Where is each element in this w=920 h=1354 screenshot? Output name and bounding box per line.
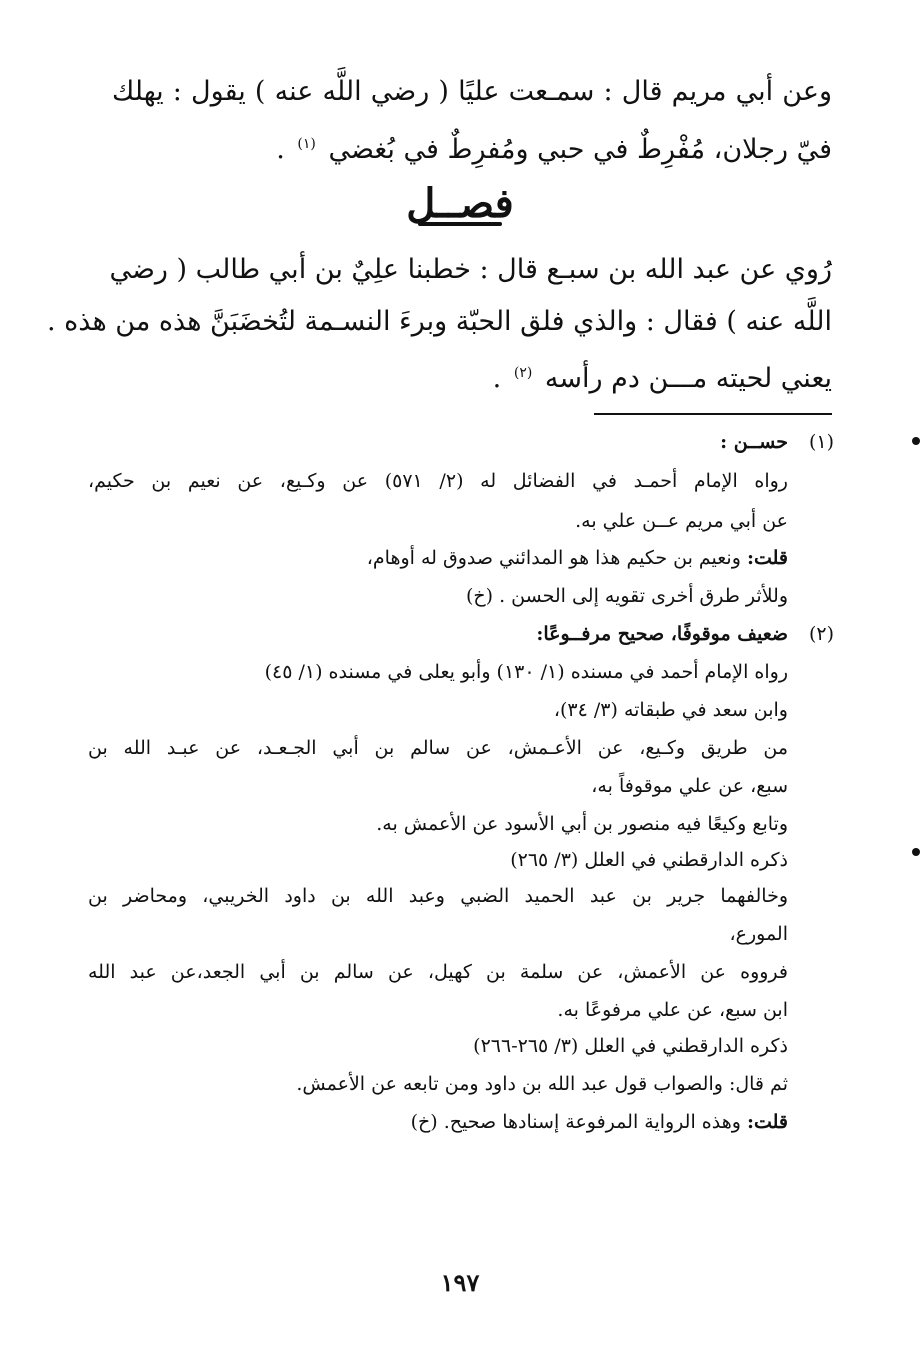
para2-line3	[112, 355, 832, 397]
footnote-2-line10: ابن سبع، عن علي مرفوعًا به.	[557, 999, 788, 1021]
footnote-1-grade: حســن :	[720, 431, 788, 453]
footnote-2-number: (٢)	[808, 623, 834, 645]
footnote-2-line4: سبع، عن علي موقوفاً به،	[591, 775, 788, 797]
section-heading	[0, 180, 920, 226]
para2-line1: رُوي عن عبد الله بن سبـع قال : خطبنا علِيٌ بن أبي طالب ( رضي	[109, 254, 832, 285]
para1-line2	[112, 126, 832, 168]
footnote-2-line12: ثم قال: والصواب قول عبد الله بن داود ومن تابعه عن الأعمش.	[296, 1073, 788, 1095]
footnote-2-line8: المورع،	[729, 923, 788, 945]
footnote-2-line5: وتابع وكيعًا فيه منصور بن أبي الأسود عن الأعمش به.	[376, 813, 788, 835]
footnote-2-line2: وابن سعد في طبقاته (٣/ ٣٤)،	[553, 699, 788, 721]
para1-line2-text: فيّ رجلان، مُفْرِطٌ في حبي ومُفرِطٌ في بُغضي	[328, 134, 832, 165]
footnote-2-line13-text: وهذه الرواية المرفوعة إسنادها صحيح. (خ)	[410, 1111, 741, 1133]
para1-line1: وعن أبي مريم قال : سمـعت عليًا ( رضي اللَّه عنه ) يقول : يهلك	[112, 76, 832, 107]
page-number: ١٩٧	[440, 1268, 480, 1297]
footnote-2-grade: ضعيف موقوفًا، صحيح مرفــوعًا:	[536, 623, 788, 645]
footnote-2-line13	[88, 1108, 788, 1136]
qult-label-2: قلت:	[746, 1111, 788, 1133]
footnote-2-line7: وخالفهما جرير بن عبد الحميد الضبي وعبد الله بن داود الخريبي، ومحاضر بن	[88, 885, 788, 907]
footnote-2-line1: رواه الإمام أحمد في مسنده (١/ ١٣٠) وأبو يعلى في مسنده (١/ ٤٥)	[264, 661, 788, 683]
footnote-1-line3-text: ونعيم بن حكيم هذا هو المدائني صدوق له أوهام،	[366, 547, 741, 569]
para2-line3-text: يعني لحيته مـــن دم رأسه	[544, 363, 832, 394]
footnote-1-line4: وللأثر طرق أخرى تقويه إلى الحسن . (خ)	[465, 585, 788, 607]
footnote-divider	[594, 413, 832, 415]
footnote-2-line9: فرووه عن الأعمش، عن سلمة بن كهيل، عن سالم بن أبي الجعد،عن عبد الله	[88, 961, 788, 983]
qult-label-1: قلت:	[746, 547, 788, 569]
footnote-2-line6: ذكره الدارقطني في العلل (٣/ ٢٦٥)	[510, 849, 788, 871]
footnote-1-line1: رواه الإمام أحمـد في الفضائل له (٢/ ٥٧١) عن وكـيع، عن نعيم بن حكيم،	[88, 470, 788, 492]
para1-end-mark: .	[276, 134, 285, 165]
footnote-ref-2: (٢)	[513, 365, 533, 381]
margin-mark-bottom	[912, 848, 920, 856]
margin-mark-top	[912, 437, 920, 445]
footnote-2-line3: من طريق وكـيع، عن الأعـمش، عن سالم بن أبي الجـعـد، عن عبـد الله بن	[88, 737, 788, 759]
footnote-1-line2: عن أبي مريم عــن علي به.	[575, 510, 788, 532]
footnote-1-number: (١)	[808, 431, 834, 453]
para2-end-mark: .	[492, 363, 502, 394]
footnote-ref-1: (١)	[297, 136, 316, 152]
footnote-1-line3	[88, 544, 788, 572]
para2-line2: اللَّه عنه ) فقال : والذي فلق الحبّة وبرءَ النسـمة لتُخضَبَنَّ هذه من هذه .	[46, 306, 832, 337]
footnote-2-line11: ذكره الدارقطني في العلل (٣/ ٢٦٥-٢٦٦)	[473, 1035, 788, 1057]
section-heading-text: فصــل	[406, 180, 514, 227]
